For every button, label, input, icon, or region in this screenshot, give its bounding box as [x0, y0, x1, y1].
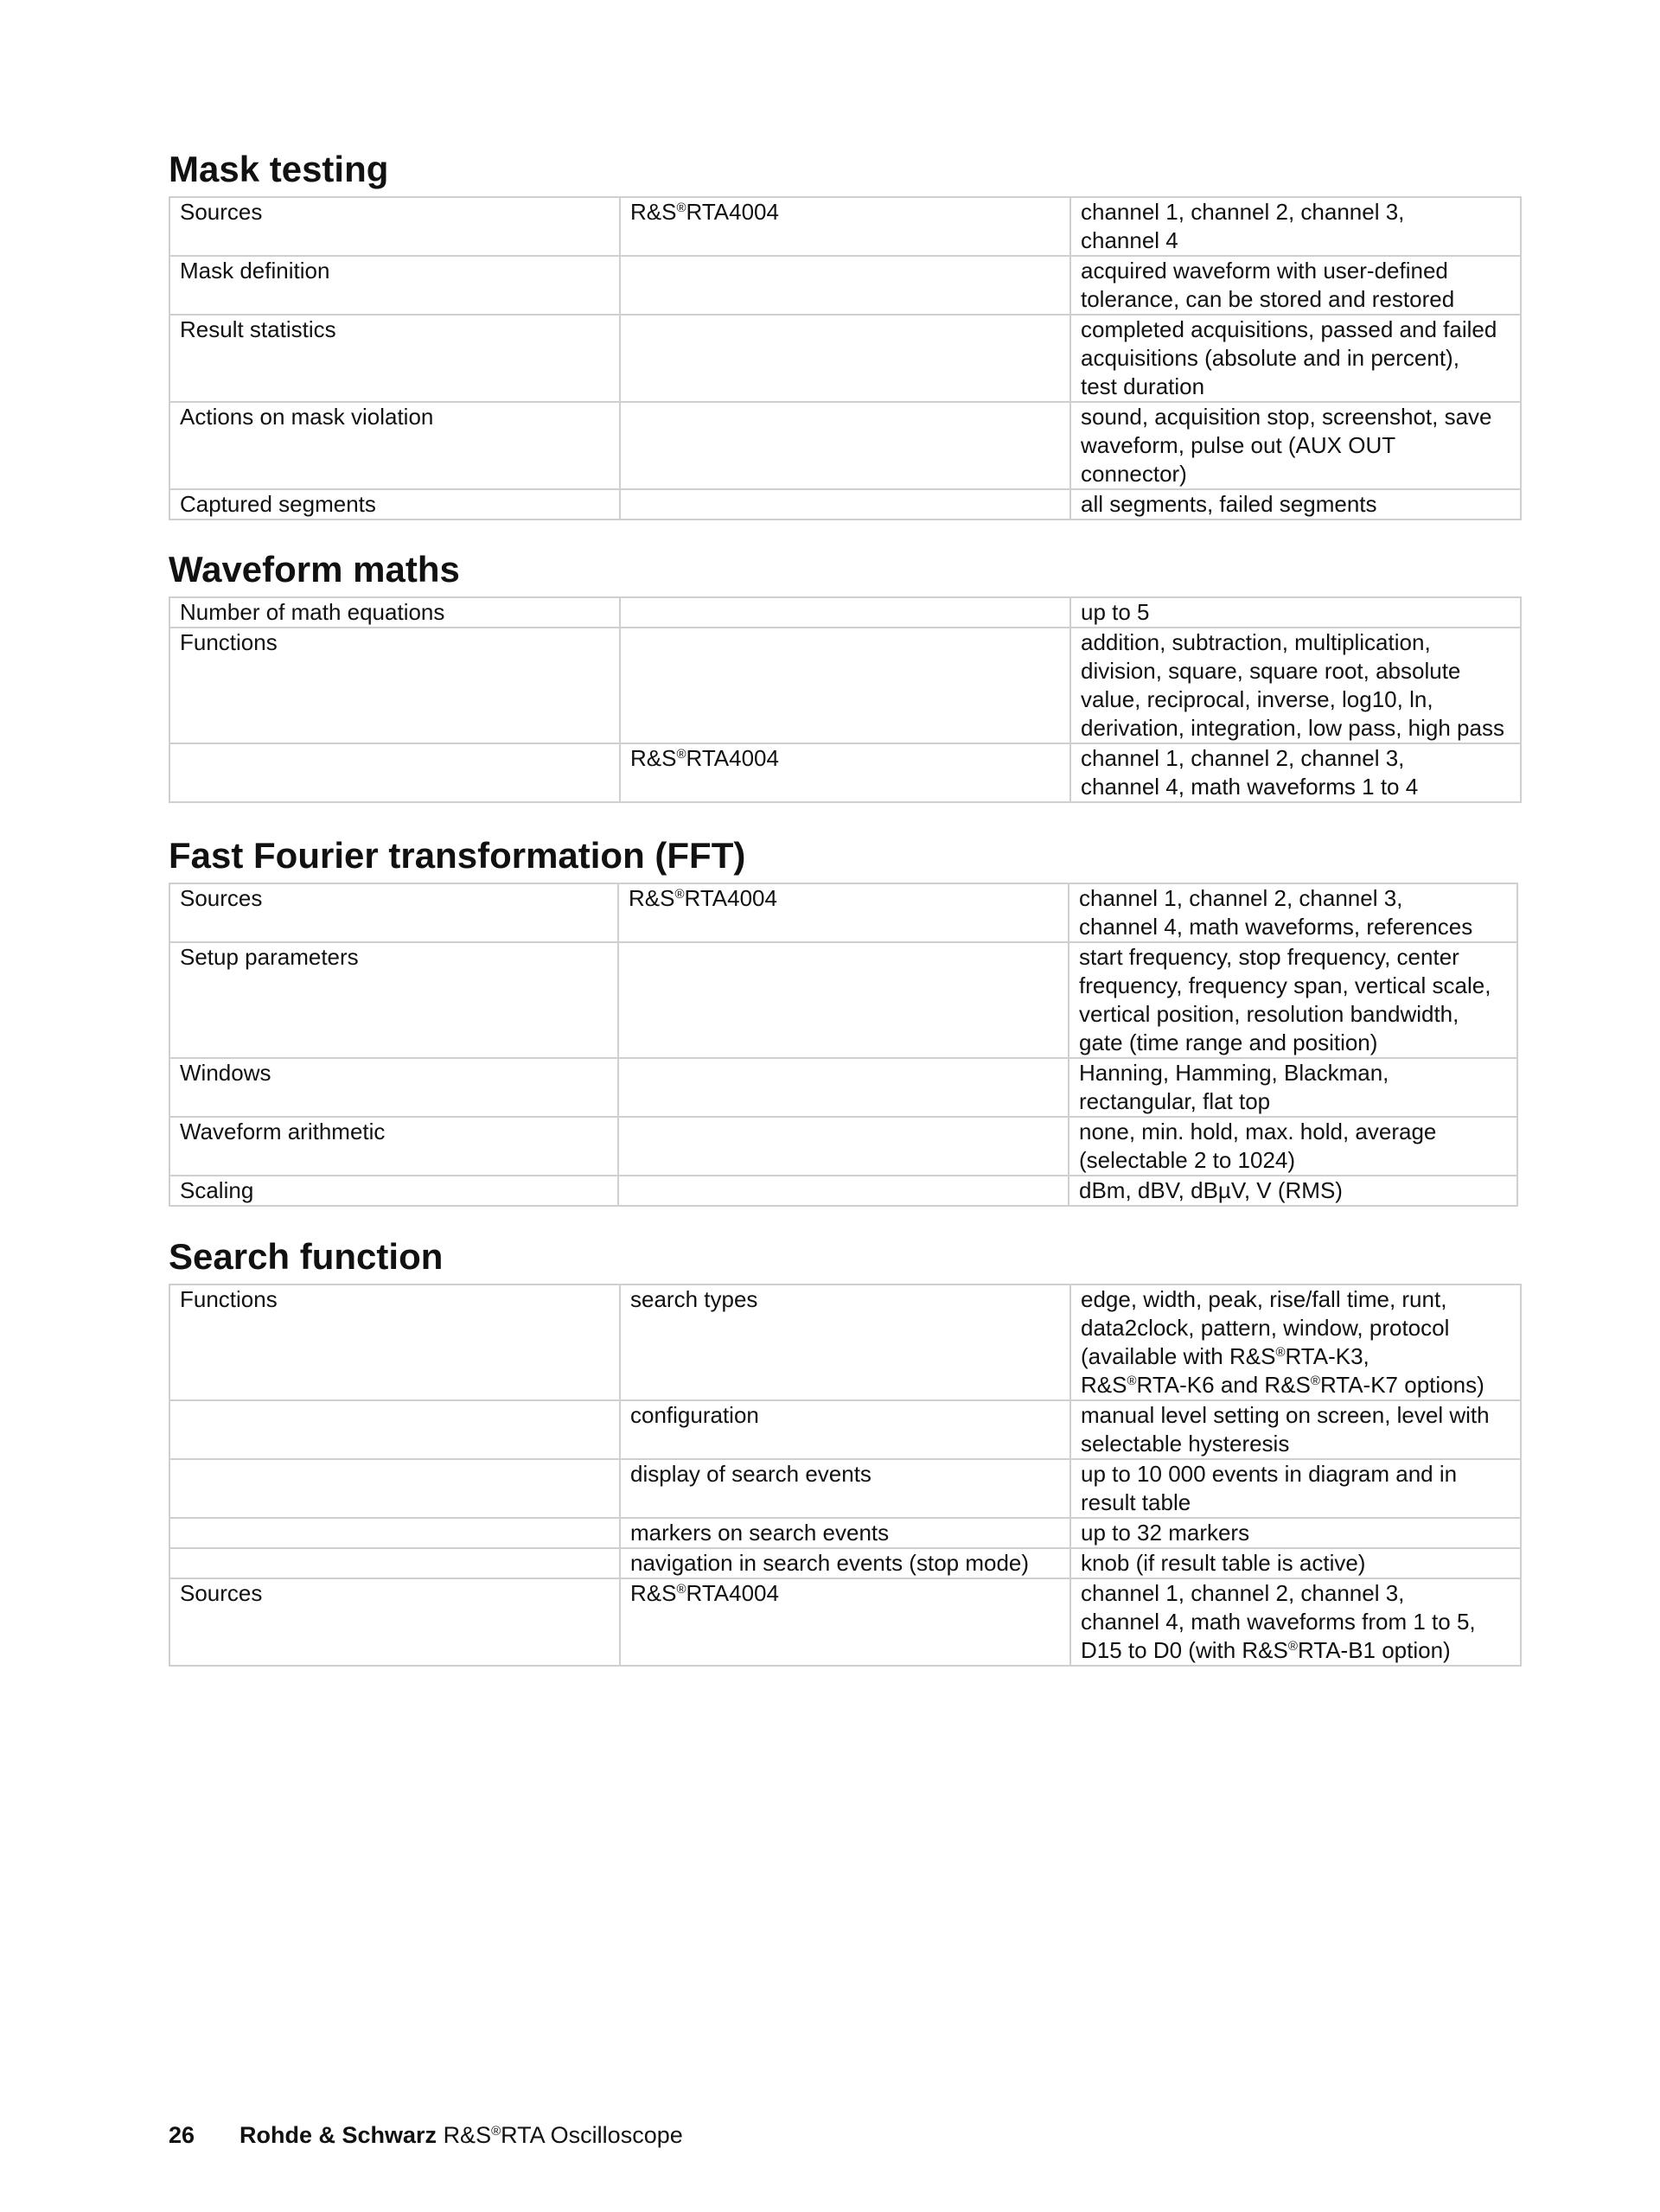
row-qualifier: search types: [620, 1284, 1070, 1400]
table-row: [169, 197, 1521, 256]
table-row: [169, 597, 1521, 628]
row-label: Mask definition: [169, 256, 620, 315]
table-row: [169, 1578, 1521, 1666]
table-row: [169, 743, 1521, 802]
row-value: up to 10 000 events in diagram and in result table: [1070, 1459, 1521, 1518]
row-qualifier: [620, 402, 1070, 489]
row-label: Sources: [169, 197, 620, 256]
row-value: channel 1, channel 2, channel 3, channel 4: [1070, 197, 1521, 256]
row-qualifier: [618, 1176, 1069, 1206]
page-number: 26: [169, 2122, 195, 2148]
row-qualifier: R&S®RTA4004: [618, 883, 1069, 942]
row-label: [169, 1548, 620, 1578]
row-value: edge, width, peak, rise/fall time, runt, data2clock, pattern, window, protocol (available with R&S®RTA-K3, R&S®RTA-K6 and R&S®RTA-K7 options): [1070, 1284, 1521, 1400]
footer-product: R&S®RTA Oscilloscope: [443, 2122, 683, 2148]
row-value: channel 1, channel 2, channel 3, channel 4, math waveforms, references: [1069, 883, 1517, 942]
row-qualifier: [620, 256, 1070, 315]
row-label: Result statistics: [169, 315, 620, 402]
section-search-function: [169, 1234, 1522, 1667]
table-row: [169, 1058, 1517, 1117]
row-value: start frequency, stop frequency, center frequency, frequency span, vertical scale, vertical position, resolution bandwidth, gate (time range and position): [1069, 942, 1517, 1058]
spec-table: [169, 196, 1522, 520]
row-label: [169, 1518, 620, 1548]
row-label: Scaling: [169, 1176, 618, 1206]
table-row: [169, 1284, 1521, 1400]
table-row: [169, 628, 1521, 743]
row-qualifier: [620, 628, 1070, 743]
table-row: [169, 1117, 1517, 1176]
table-row: [169, 1518, 1521, 1548]
row-qualifier: display of search events: [620, 1459, 1070, 1518]
row-label: Captured segments: [169, 489, 620, 520]
page-footer: [169, 2120, 683, 2150]
table-row: [169, 1176, 1517, 1206]
row-qualifier: R&S®RTA4004: [620, 1578, 1070, 1666]
section-fft: [169, 833, 1518, 1207]
table-row: [169, 489, 1521, 520]
footer-company: Rohde & Schwarz: [239, 2122, 437, 2148]
row-qualifier: R&S®RTA4004: [620, 197, 1070, 256]
table-row: [169, 1459, 1521, 1518]
row-value: knob (if result table is active): [1070, 1548, 1521, 1578]
row-value: addition, subtraction, multiplication, division, square, square root, absolute value, reciprocal, inverse, log10, ln, derivation, integration, low pass, high pass: [1070, 628, 1521, 743]
row-value: all segments, failed segments: [1070, 489, 1521, 520]
section-title: Waveform maths: [169, 549, 460, 590]
row-qualifier: [620, 597, 1070, 628]
table-row: [169, 1548, 1521, 1578]
row-value: manual level setting on screen, level with selectable hysteresis: [1070, 1400, 1521, 1459]
row-value: acquired waveform with user-defined tolerance, can be stored and restored: [1070, 256, 1521, 315]
spec-table: [169, 883, 1518, 1207]
row-qualifier: configuration: [620, 1400, 1070, 1459]
row-qualifier: [618, 1058, 1069, 1117]
row-label: [169, 1400, 620, 1459]
row-qualifier: [618, 1117, 1069, 1176]
row-label: Number of math equations: [169, 597, 620, 628]
row-label: Functions: [169, 1284, 620, 1400]
row-label: Sources: [169, 1578, 620, 1666]
row-label: Sources: [169, 883, 618, 942]
row-label: Functions: [169, 628, 620, 743]
table-row: [169, 883, 1517, 942]
spec-table: [169, 596, 1522, 803]
row-label: Actions on mask violation: [169, 402, 620, 489]
row-label: Setup parameters: [169, 942, 618, 1058]
table-row: [169, 942, 1517, 1058]
row-label: Windows: [169, 1058, 618, 1117]
row-qualifier: markers on search events: [620, 1518, 1070, 1548]
row-label: [169, 743, 620, 802]
row-value: sound, acquisition stop, screenshot, save waveform, pulse out (AUX OUT connector): [1070, 402, 1521, 489]
row-value: channel 1, channel 2, channel 3, channel 4, math waveforms from 1 to 5, D15 to D0 (with R&S®RTA-B1 option): [1070, 1578, 1521, 1666]
row-qualifier: [618, 942, 1069, 1058]
row-value: Hanning, Hamming, Blackman, rectangular, flat top: [1069, 1058, 1517, 1117]
row-qualifier: [620, 489, 1070, 520]
section-mask-testing: [169, 147, 1522, 520]
section-title: Search function: [169, 1236, 444, 1277]
spec-table: [169, 1284, 1522, 1667]
table-row: [169, 256, 1521, 315]
section-title: Fast Fourier transformation (FFT): [169, 835, 746, 876]
row-qualifier: navigation in search events (stop mode): [620, 1548, 1070, 1578]
row-value: none, min. hold, max. hold, average (selectable 2 to 1024): [1069, 1117, 1517, 1176]
section-title: Mask testing: [169, 149, 389, 189]
table-row: [169, 402, 1521, 489]
section-waveform-maths: [169, 547, 1522, 803]
row-value: up to 32 markers: [1070, 1518, 1521, 1548]
row-qualifier: [620, 315, 1070, 402]
row-value: dBm, dBV, dBµV, V (RMS): [1069, 1176, 1517, 1206]
row-value: completed acquisitions, passed and failed acquisitions (absolute and in percent), test duration: [1070, 315, 1521, 402]
row-label: [169, 1459, 620, 1518]
row-value: channel 1, channel 2, channel 3, channel 4, math waveforms 1 to 4: [1070, 743, 1521, 802]
row-value: up to 5: [1070, 597, 1521, 628]
row-label: Waveform arithmetic: [169, 1117, 618, 1176]
row-qualifier: R&S®RTA4004: [620, 743, 1070, 802]
table-row: [169, 1400, 1521, 1459]
table-row: [169, 315, 1521, 402]
